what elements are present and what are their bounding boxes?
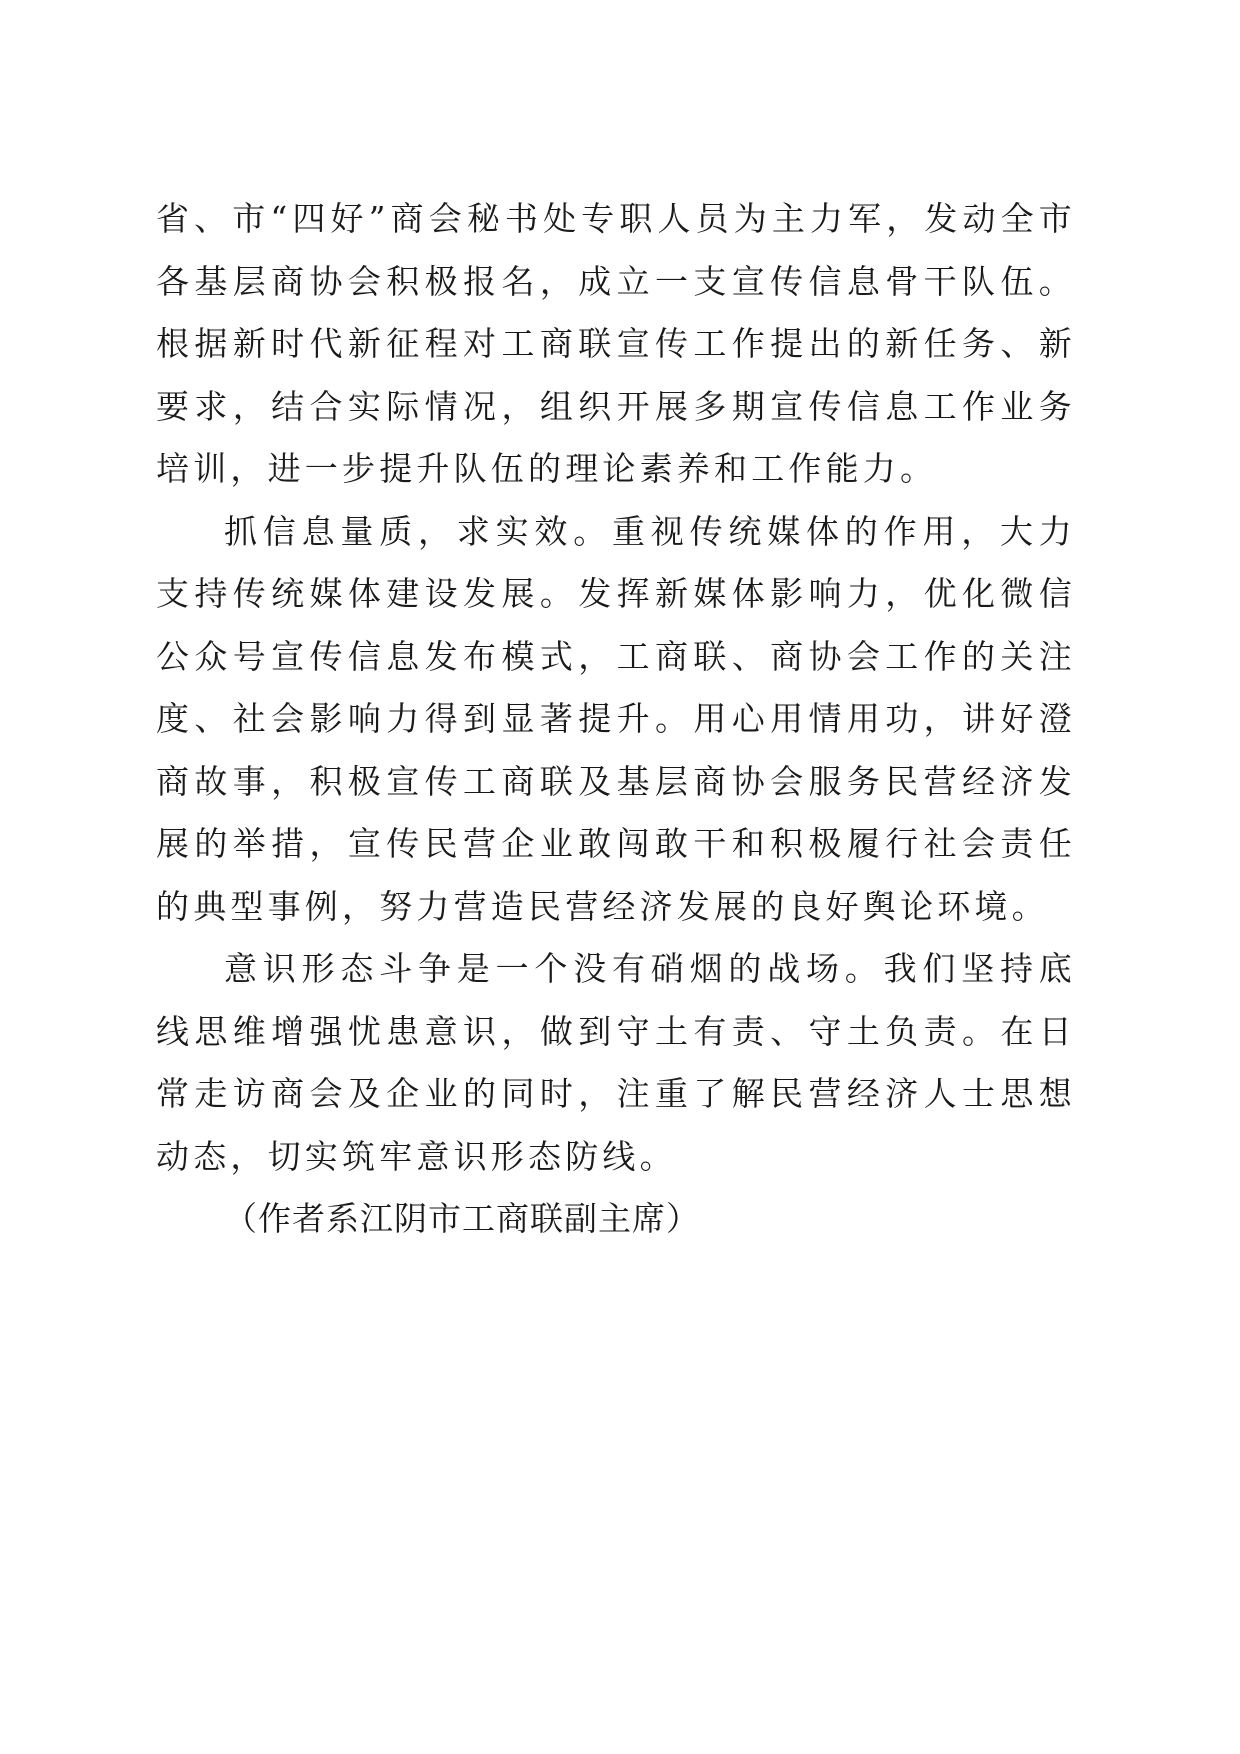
document-body [156,188,1076,1251]
author-note: （作者系江阴市工商联副主席） [224,1199,700,1238]
paragraph-information-quality: 抓信息量质，求实效。重视传统媒体的作用，大力支持传统媒体建设发展。发挥新媒体影响力，优化微信公众号宣传信息发布模式，工商联、商协会工作的关注度、社会影响力得到显著提升。用心用情用功，讲好澄商故事，积极宣传工商联及基层商协会服务民营经济发展的举措，宣传民营企业敢闯敢干和积极履行社会责任的典型事例，努力营造民营经济发展的良好舆论环境。 [156,511,1076,926]
paragraph-ideology: 意识形态斗争是一个没有硝烟的战场。我们坚持底线思维增强忧患意识，做到守土有责、守土负责。在日常走访商会及企业的同时，注重了解民营经济人士思想动态，切实筑牢意识形态防线。 [156,949,1076,1176]
paragraph-continuation: 省、市“四好”商会秘书处专职人员为主力军，发动全市各基层商协会积极报名，成立一支宣传信息骨干队伍。根据新时代新征程对工商联宣传工作提出的新任务、新要求，结合实际情况，组织开展多期宣传信息工作业务培训，进一步提升队伍的理论素养和工作能力。 [156,199,1076,488]
